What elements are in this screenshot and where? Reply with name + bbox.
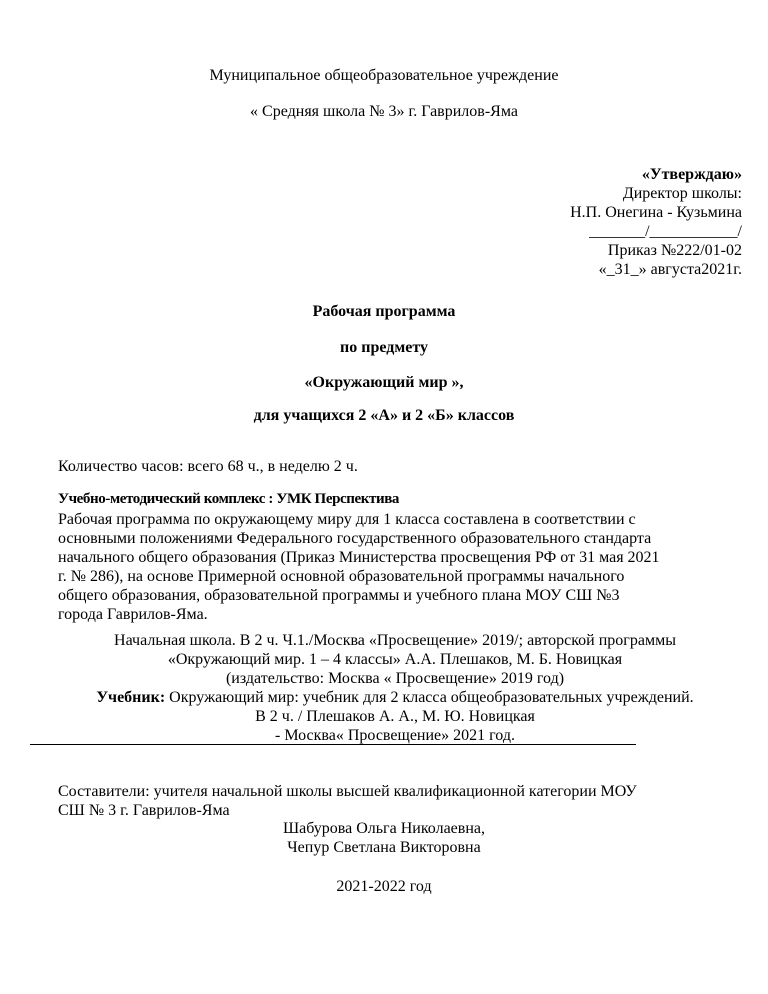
approval-order: Приказ №222/01-02 [607,242,742,259]
authors-line-1: Составители: учителя начальной школы высшей квалификационной категории МОУ [58,783,637,800]
title-line-1: Рабочая программа [312,303,456,320]
textbook-label: Учебник: [96,689,166,706]
authors-block [58,782,741,820]
divider-line [30,744,636,745]
description-paragraph [58,510,741,624]
sources-line-6: - Москва« Просвещение» 2021 год. [275,727,515,744]
textbook-line [30,688,760,707]
description-line: общего образования, образовательной программы и учебного плана МОУ СШ №3 [58,587,620,604]
authors-line-2: СШ № 3 г. Гаврилов-Яма [58,802,230,819]
approval-block [570,165,742,279]
title-line-2: по предмету [340,339,428,356]
sources-line-1: Начальная школа. В 2 ч. Ч.1./Москва «Просвещение» 2019/; авторской программы [114,632,676,649]
title-line-4: для учащихся 2 «А» и 2 «Б» классов [253,407,515,424]
sources-line-2: «Окружающий мир. 1 – 4 классы» А.А. Плешаков, М. Б. Новицкая [167,651,623,668]
description-line: начального общего образования (Приказ Министерства просвещения РФ от 31 мая 2021 [58,549,660,566]
sources-line-3: (издательство: Москва « Просвещение» 2019 год) [225,670,565,687]
approval-position: Директор школы: [622,185,742,202]
school-name: « Средняя школа № 3» г. Гаврилов-Яма [250,103,518,120]
institution-name: Муниципальное общеобразовательное учреждение [209,67,559,84]
title-line-3: «Окружающий мир », [304,374,464,391]
textbook-text: Окружающий мир: учебник для 2 класса общеобразовательных учреждений. [165,689,694,706]
author-name-1: Шабурова Ольга Николаевна, [283,820,485,837]
academic-year: 2021-2022 год [336,878,432,895]
description-line: города Гаврилов-Яма. [58,606,208,623]
umk-heading: Учебно-методический комплекс : УМК Перспектива [58,491,400,507]
description-line: г. № 286), на основе Примерной основной образовательной программы начального [58,568,625,585]
approval-title: «Утверждаю» [641,166,742,183]
approval-name: Н.П. Онегина - Кузьмина [570,204,742,221]
description-line: основными положениями Федерального государственного образовательного стандарта [58,530,652,547]
sources-line-5: В 2 ч. / Плешаков А. А., М. Ю. Новицкая [255,708,535,725]
author-name-2: Чепур Светлана Викторовна [287,839,481,856]
approval-date: «_31_» августа2021г. [598,261,742,278]
approval-signature-line: _______/___________/ [589,223,742,240]
description-line: Рабочая программа по окружающему миру для 1 класса составлена в соответствии с [58,511,636,528]
hours-info: Количество часов: всего 68 ч., в неделю 2 ч. [58,458,358,475]
sources-block [30,631,760,745]
